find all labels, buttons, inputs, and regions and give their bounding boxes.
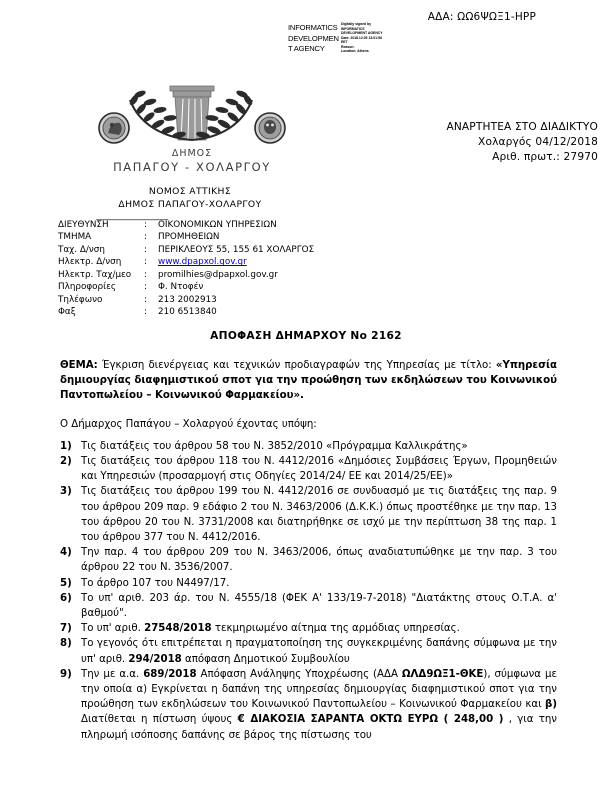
- contact-separator: :: [144, 220, 147, 230]
- signature-agency-line-1: INFORMATICS: [288, 23, 338, 32]
- list-item-emphasis: 294/2018: [128, 653, 182, 665]
- publication-status: ΑΝΑΡΤΗΤΕΑ ΣΤΟ ΔΙΑΔΙΚΤΥΟ: [446, 121, 598, 133]
- list-item: [60, 667, 557, 743]
- contact-value: promilhies@dpapxol.gov.gr: [158, 269, 278, 280]
- contact-label: Ηλεκτρ. Ταχ/μεο: [58, 269, 132, 280]
- contact-value: [158, 256, 314, 268]
- list-item: [60, 636, 557, 666]
- signature-detail-3: DEVELOPMENT AGENCY: [341, 31, 383, 35]
- subject-paragraph: [60, 358, 557, 404]
- list-item-text: Το υπ' αριθ.: [81, 623, 145, 635]
- subject-service-title: «Υπηρεσία δημιουργίας διαφημιστικού σποτ για την προώθηση των εκδηλώσεων του Κοινωνικού Παντοπωλείου – Κοινωνικού Φαρμακείου».: [60, 360, 557, 402]
- organization-heading: [60, 186, 320, 211]
- list-item-amount: € ΔΙΑΚΟΣΙΑ ΣΑΡΑΝΤΑ ΟΚΤΩ ΕΥΡΩ ( 248,00 ): [237, 714, 504, 726]
- digital-signature-stamp: [288, 21, 408, 65]
- logo-caption: [92, 148, 292, 174]
- coin-left: [99, 113, 129, 143]
- ada-code: ΑΔΑ: ΩΩ6ΨΩΞ1-ΗΡΡ: [427, 11, 536, 23]
- emblem-icon: [92, 78, 292, 150]
- signature-detail-4: Date: 2018.12.05 13:01:56: [341, 35, 382, 40]
- list-item-text: Απόφαση Ανάληψης Υποχρέωσης (ΑΔΑ: [196, 668, 402, 680]
- signature-detail-1: Digitally signed by: [341, 22, 371, 26]
- signature-detail-6: Reason:: [341, 44, 355, 49]
- municipality-name: ΔΗΜΟΣ ΠΑΠΑΓΟΥ-ΧΟΛΑΡΓΟΥ: [118, 198, 262, 210]
- list-item-text: τεκμηριωμένο αίτημα της αρμόδιας υπηρεσίας.: [211, 623, 460, 635]
- list-item-text: Το άρθρο 107 του Ν4497/17.: [81, 577, 230, 589]
- list-item-emphasis: 27548/2018: [144, 623, 212, 635]
- contact-label: Τηλέφωνο: [58, 294, 103, 305]
- header-divider: ________________: [96, 211, 168, 221]
- contact-separator: :: [144, 257, 147, 268]
- municipality-logo: [92, 78, 292, 173]
- list-item-emphasis: 689/2018: [143, 668, 197, 680]
- list-item: [60, 591, 557, 621]
- list-item-text: Την παρ. 4 του άρθρου 209 του Ν. 3463/2006, όπως αναδιατυπώθηκε με την παρ. 3 του άρθρου 22 του Ν. 3536/2007.: [81, 547, 557, 574]
- protocol-number: Αριθ. πρωτ.: 27970: [492, 151, 598, 163]
- contact-label: ΤΜΗΜΑ: [58, 232, 92, 243]
- legal-basis-list: [60, 439, 557, 743]
- preamble-text: Ο Δήμαρχος Παπάγου – Χολαργού έχοντας υπόψη:: [60, 418, 317, 430]
- page-title: ΑΠΟΦΑΣΗ ΔΗΜΑΡΧΟΥ Νο 2162: [210, 330, 402, 342]
- list-item-text: Διατίθεται η πίστωση ύψους: [81, 714, 238, 726]
- list-item: [60, 439, 557, 454]
- table-row: [58, 294, 314, 306]
- contact-table: [58, 219, 314, 319]
- contact-value: 213 2002913: [158, 294, 217, 305]
- contact-value: 210 6513840: [158, 307, 217, 318]
- contact-block: [58, 219, 314, 319]
- place-and-date: Χολαργός 04/12/2018: [478, 136, 598, 148]
- contact-label: Φαξ: [58, 307, 76, 318]
- list-item-text: Τις διατάξεις του άρθρου 118 του Ν. 4412/2016 «Δημόσιες Συμβάσεις Έργων, Προμηθειών και Υπηρεσιών (προσαρμογή στις Οδηγίες 2014/24/ ΕΕ και 2014/25/ΕΕ)»: [81, 456, 557, 483]
- contact-label: Πληροφορίες: [58, 282, 117, 293]
- table-row: [58, 219, 314, 231]
- contact-label: Ηλεκτρ. Δ/νση: [58, 257, 122, 268]
- list-item: [60, 484, 557, 545]
- table-row: [58, 231, 314, 243]
- logo-caption-line-1: ΔΗΜΟΣ: [171, 148, 213, 159]
- prefecture-name: ΝΟΜΟΣ ΑΤΤΙΚΗΣ: [148, 186, 232, 197]
- contact-value: Φ. Ντοφέν: [158, 282, 204, 293]
- subject-text: Έγκριση διενέργειας και τεχνικών προδιαγραφών της Υπηρεσίας με τίτλο:: [97, 360, 492, 371]
- signature-details: [341, 22, 411, 54]
- website-link[interactable]: www.dpapxol.gov.gr: [158, 257, 247, 268]
- contact-label: Ταχ. Δ/νση: [58, 244, 105, 255]
- list-item-text: Την με α.α.: [81, 668, 144, 680]
- ada-header-bar: [0, 11, 612, 63]
- contact-separator: :: [144, 282, 147, 293]
- list-item-text: Το γεγονός ότι επιτρέπεται η πραγματοποίηση της συγκεκριμένης δαπάνης σύμφωνα με την υπ' αριθ.: [81, 638, 557, 665]
- contact-separator: :: [144, 307, 147, 318]
- contact-separator: :: [144, 232, 147, 243]
- contact-separator: :: [144, 269, 147, 280]
- table-row: [58, 306, 314, 318]
- contact-value: ΠΡΟΜΗΘΕΙΩΝ: [158, 232, 220, 243]
- list-item-ada-code: ΩΛΔ9ΩΞ1-ΘΚΕ: [401, 668, 484, 680]
- logo-caption-line-2: ΠΑΠΑΓΟΥ - ΧΟΛΑΡΓΟΥ: [113, 160, 271, 174]
- publication-header: [446, 120, 598, 165]
- list-item-emphasis: β): [545, 699, 557, 711]
- signature-agency-line-3: T AGENCY: [288, 44, 325, 54]
- list-item-text: Τις διατάξεις του άρθρου 58 του Ν. 3852/2010 «Πρόγραμμα Καλλικράτης»: [81, 440, 468, 452]
- subject-label: ΘΕΜΑ:: [60, 360, 98, 371]
- signature-detail-5: EET: [341, 40, 348, 44]
- list-item: [60, 545, 557, 575]
- list-item-text: απόφαση Δημοτικού Συμβουλίου: [181, 653, 350, 665]
- table-row: [58, 269, 314, 281]
- table-row: [58, 244, 314, 256]
- signature-detail-7: Location: Athens: [341, 49, 369, 53]
- contact-separator: :: [144, 294, 147, 305]
- contact-table-body: [58, 219, 314, 319]
- list-item: [60, 576, 557, 591]
- contact-value: ΠΕΡΙΚΛΕΟΥΣ 55, 155 61 ΧΟΛΑΡΓΟΣ: [158, 244, 315, 255]
- table-row: [58, 256, 314, 268]
- list-item-text: , για την πληρωμή ισόποσης δαπάνης σε βάρος της πίστωσης του: [81, 714, 557, 741]
- list-item-text: ), σύμφωνα με την οποία α) Εγκρίνεται η δαπάνη της υπηρεσίας δημιουργίας διαφημιστικού σποτ για την προώθηση των εκδηλώσεων του Κοινωνικού Παντοπωλείου – Κοινωνικού Φαρμακείου και: [81, 668, 557, 711]
- signature-detail-2: INFORMATICS: [341, 26, 365, 31]
- contact-separator: :: [144, 244, 147, 255]
- list-item: [60, 454, 557, 484]
- table-row: [58, 281, 314, 293]
- document-body: [60, 358, 557, 743]
- contact-value: ΟΙΚΟΝΟΜΙΚΩΝ ΥΠΗΡΕΣΙΩΝ: [158, 220, 277, 230]
- signature-agency-line-2: DEVELOPMEN: [288, 33, 339, 43]
- list-item: [60, 621, 557, 636]
- coin-right: [255, 113, 285, 143]
- list-item-text: Τις διατάξεις του άρθρου 199 του Ν. 4412/2016 σε συνδυασμό με τις διατάξεις της παρ. 9 του άρθρου 209 παρ. 9 εδάφιο 2 του Ν. 3463/2006 (Δ.Κ.Κ.) όπως προστέθηκε με την παρ. 13 του άρθρου 20 του Ν. 3731/2008 και διατηρήθηκε σε ισχύ με την περίπτωση 38 της παρ. 1 του άρθρου 377 του Ν. 4412/2016.: [81, 486, 557, 544]
- contact-label: ΔΙΕΥΘΥΝΣΗ: [58, 220, 109, 230]
- list-item-text: Το υπ' αριθ. 203 άρ. του Ν. 4555/18 (ΦΕΚ Α' 133/19-7-2018) "Διατάκτης στους Ο.Τ.Α. α' βαθμού".: [81, 592, 557, 620]
